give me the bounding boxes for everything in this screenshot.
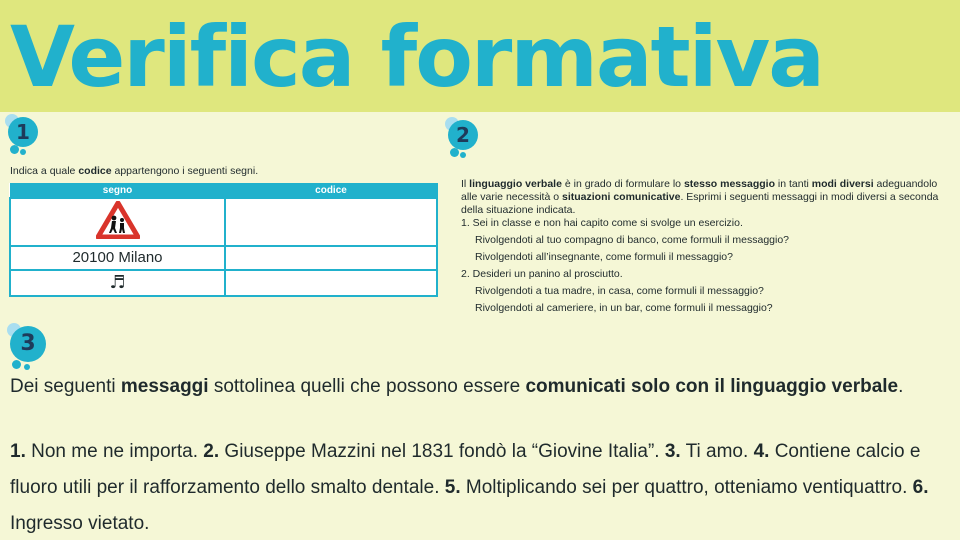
children-crossing-warning-sign-icon	[96, 201, 140, 239]
exercise-2-item-2a: Rivolgendoti a tua madre, in casa, come formuli il messaggio?	[475, 285, 764, 297]
exercise-badge-3	[10, 326, 44, 366]
message-5[interactable]: Moltiplicando sei per quattro, otteniamo ventiquattro.	[460, 477, 913, 498]
badge-number: 3	[20, 331, 36, 356]
table-row	[10, 246, 437, 270]
exercise-2-item-2: 2. Desideri un panino al prosciutto.	[461, 268, 623, 280]
badge-number: 1	[16, 120, 30, 144]
column-header-codice: codice	[225, 184, 437, 198]
code-answer-cell[interactable]	[225, 198, 437, 246]
message-3[interactable]: Ti amo.	[680, 441, 754, 462]
table-row	[10, 270, 437, 296]
exercise-3-instruction: Dei seguenti messaggi sottolinea quelli che possono essere comunicati solo con il linguaggio verbale.	[10, 376, 904, 397]
exercise-2-intro: Il linguaggio verbale è in grado di formulare lo stesso messaggio in tanti modi diversi adeguandolo alle varie necessità o situazioni comunicative. Esprimi i seguenti messaggi in modi diversi a seconda della situazione indicata.	[461, 178, 939, 216]
badge-number: 2	[456, 123, 470, 147]
exercise-2-item-1b: Rivolgendoti all’insegnante, come formuli il messaggio?	[475, 251, 733, 263]
sign-cell	[10, 270, 225, 296]
column-header-segno: segno	[10, 184, 225, 198]
exercise-2-item-1a: Rivolgendoti al tuo compagno di banco, come formuli il messaggio?	[475, 234, 790, 246]
code-answer-cell[interactable]	[225, 246, 437, 270]
exercise-badge-2	[448, 120, 482, 160]
message-4[interactable]: Contiene calcio e fluoro utili per il rafforzamento dello smalto dentale.	[10, 441, 921, 498]
music-note-icon: ♬	[109, 272, 126, 293]
page-title: Verifica formativa	[10, 8, 823, 106]
table-header-row	[10, 184, 437, 198]
exercise-3-messages: 1. Non me ne importa. 2. Giuseppe Mazzini nel 1831 fondò la “Giovine Italia”. 3. Ti amo. 4. Contiene calcio e fluoro utili per il rafforzamento dello smalto dentale. 5. Moltiplicando sei per quattro, otteniamo ventiquattro. 6. Ingresso vietato.	[10, 441, 929, 534]
sign-cell	[10, 198, 225, 246]
message-6[interactable]: Ingresso vietato.	[10, 513, 150, 534]
exercise-2	[461, 178, 955, 315]
exercise-1-instruction: Indica a quale codice appartengono i seguenti segni.	[10, 165, 259, 177]
exercise-2-item-1: 1. Sei in classe e non hai capito come si svolge un esercizio.	[461, 217, 743, 229]
message-2[interactable]: Giuseppe Mazzini nel 1831 fondò la “Giovine Italia”.	[219, 441, 665, 462]
sign-cell: 20100 Milano	[10, 246, 225, 270]
signs-table	[9, 183, 438, 297]
message-1[interactable]: Non me ne importa.	[25, 441, 204, 462]
exercise-badge-1	[8, 117, 42, 157]
table-row	[10, 198, 437, 246]
code-answer-cell[interactable]	[225, 270, 437, 296]
header-band	[0, 0, 960, 112]
exercise-2-item-2b: Rivolgendoti al cameriere, in un bar, come formuli il messaggio?	[475, 302, 773, 314]
